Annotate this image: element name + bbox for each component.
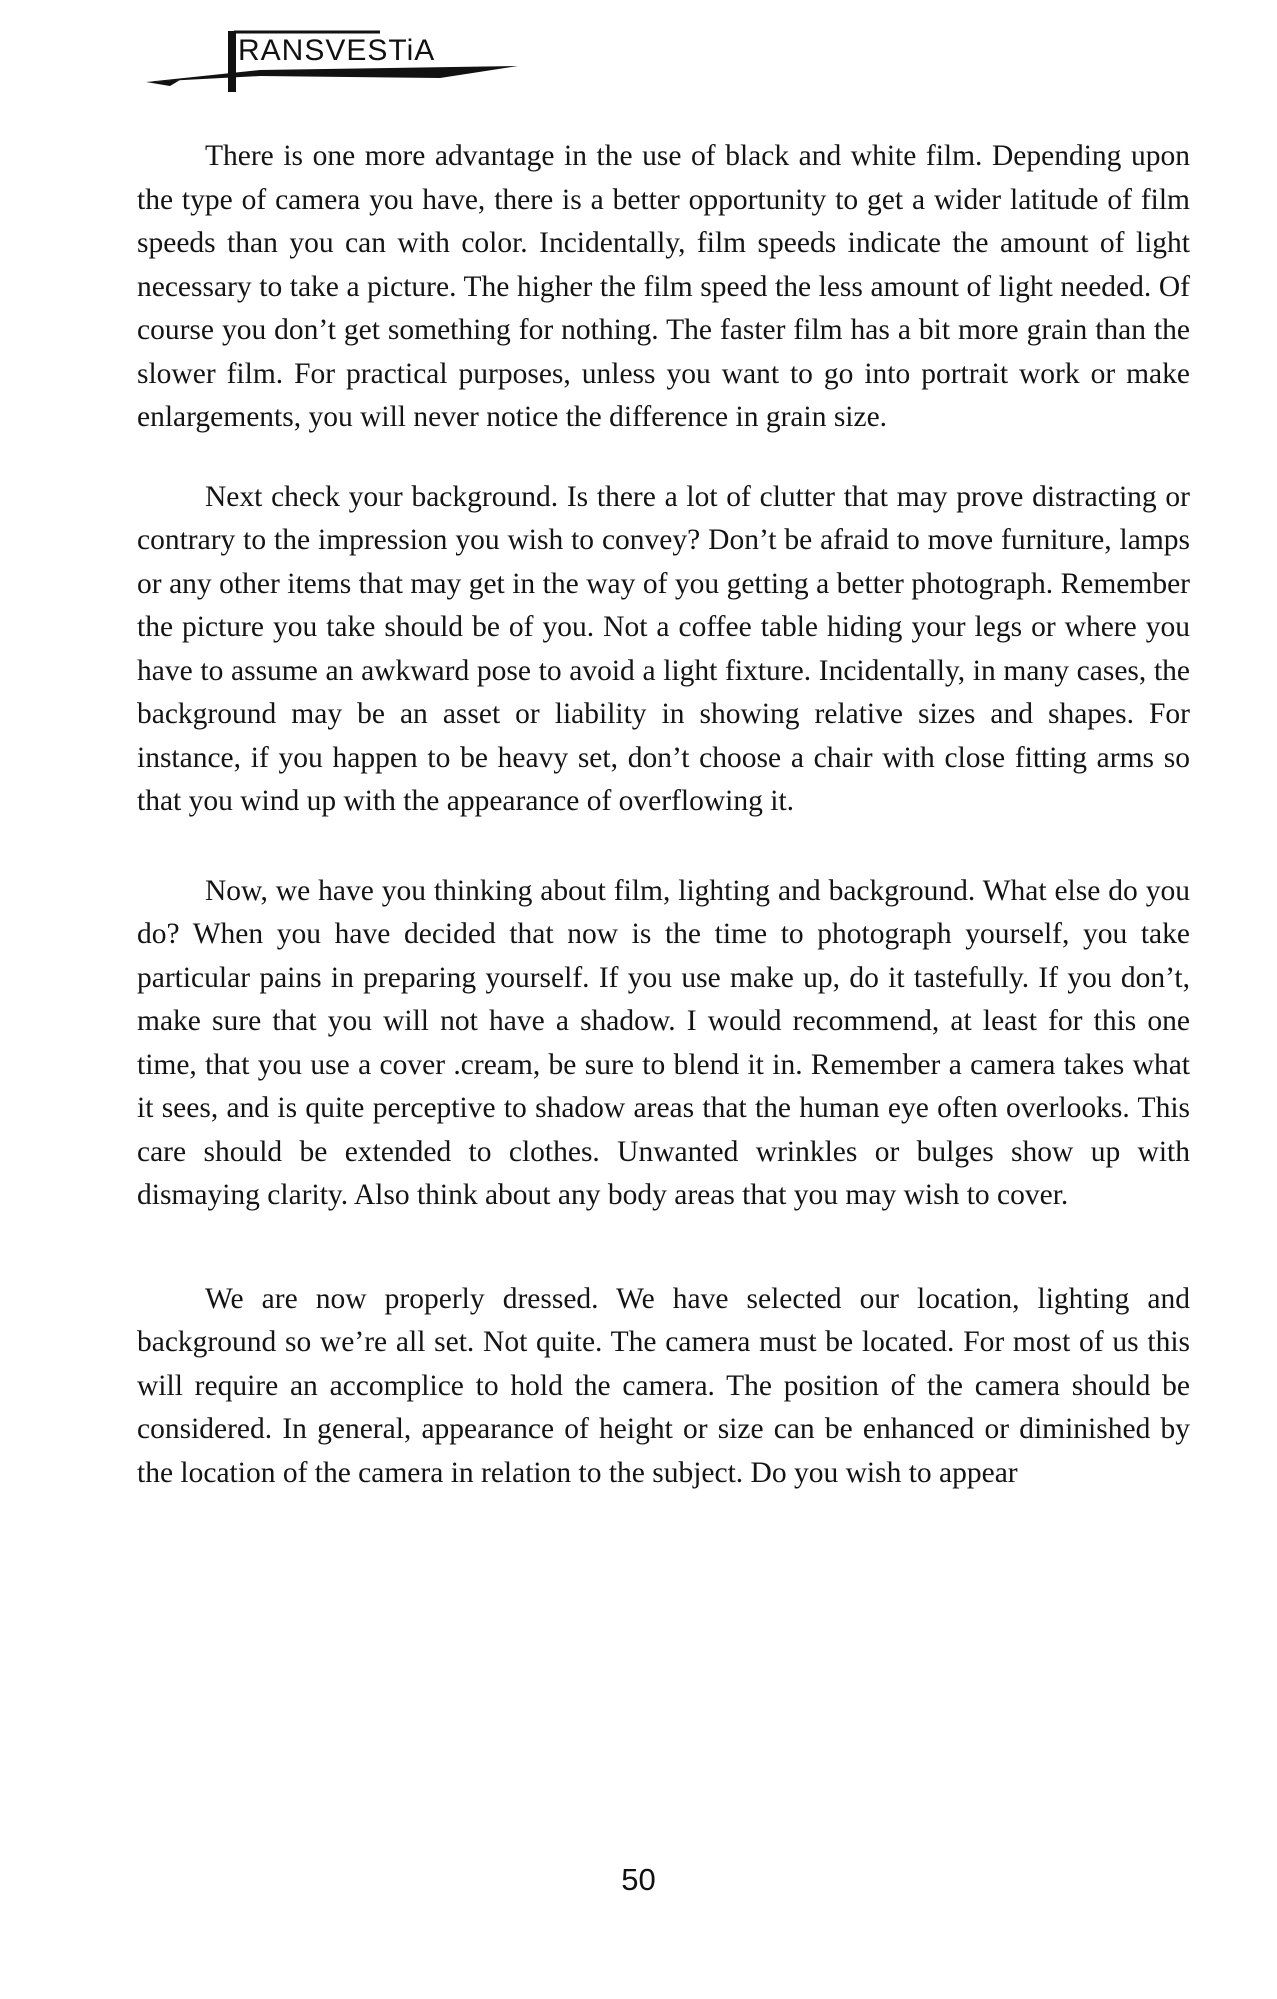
- article-body: [137, 135, 1190, 1495]
- masthead-title: RANSVESTiA: [238, 34, 436, 67]
- paragraph-film-advantage: There is one more advantage in the use of black and white film. Depending upon the type of camera you have, there is a better opportunity to get a wider latitude of film speeds than you can with color. Incidentally, film speeds indicate the amount of light necessary to take a picture. The higher the film speed the less amount of light needed. Of course you don’t get something for nothing. The faster film has a bit more grain than the slower film. For practical purposes, unless you want to go into portrait work or make enlargements, you will never notice the difference in grain size.: [137, 140, 1190, 433]
- paragraph-camera-location: We are now properly dressed. We have selected our location, lighting and background so we’re all set. Not quite. The camera must be located. For most of us this will require an accomplice to hold the camera. The position of the camera should be considered. In general, appearance of height or size can be enhanced or diminished by the location of the camera in relation to the subject. Do you wish to appear: [137, 1282, 1190, 1489]
- paragraph-background: Next check your background. Is there a lot of clutter that may prove distracting or contrary to the impression you wish to convey? Don’t be afraid to move furniture, lamps or any other items that may get in the way of you getting a better photograph. Remember the picture you take should be of you. Not a coffee table hiding your legs or where you have to assume an awkward pose to avoid a light fixture. Incidentally, in many cases, the background may be an asset or liability in showing relative sizes and shapes. For instance, if you happen to be heavy set, don’t choose a chair with close fitting arms so that you wind up with the appearance of overflowing it.: [137, 480, 1190, 817]
- page-number: 50: [621, 1862, 656, 1897]
- masthead: [140, 26, 520, 96]
- paragraph-preparation: Now, we have you thinking about film, lighting and background. What else do you do? When you have decided that now is the time to photograph yourself, you take particular pains in preparing yourself. If you use make up, do it tastefully. If you don’t, make sure that you will not have a shadow. I would recommend, at least for this one time, that you use a cover .cream, be sure to blend it in. Remember a camera takes what it sees, and is quite perceptive to shadow areas that the human eye often overlooks. This care should be extended to clothes. Unwanted wrinkles or bulges show up with dismaying clarity. Also think about any body areas that you may wish to cover.: [137, 874, 1190, 1211]
